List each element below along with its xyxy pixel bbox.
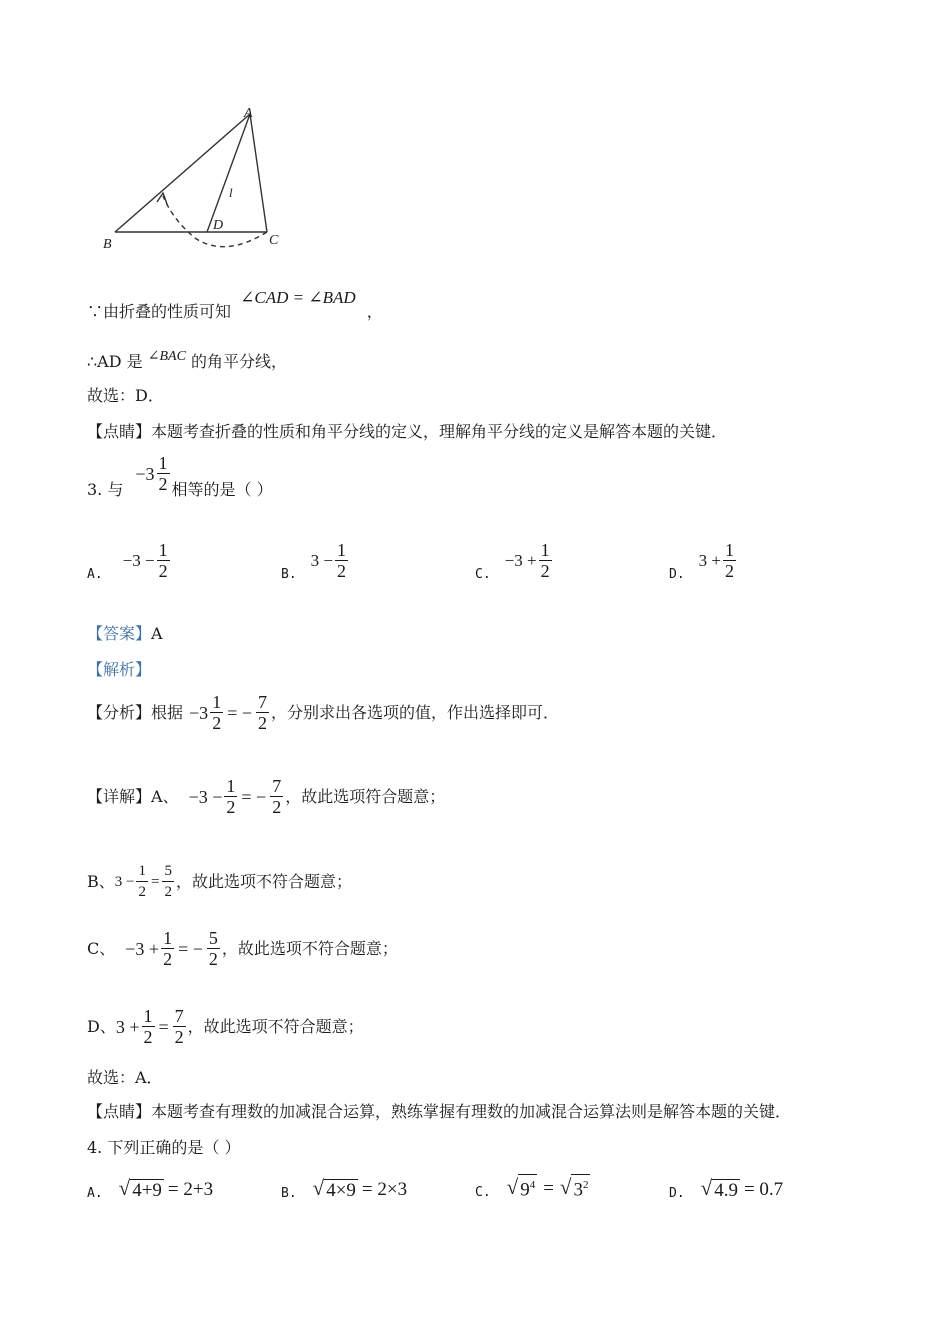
q3-detail-c <box>87 928 398 969</box>
denominator: 2 <box>158 561 168 581</box>
numerator: 5 <box>164 863 172 879</box>
q3-detail-a <box>87 776 445 817</box>
detail-math <box>125 928 222 969</box>
denominator: 2 <box>212 713 222 733</box>
answer-label: 【答案】 <box>87 624 152 643</box>
sqrt-expr: √ 4×9 <box>312 1176 356 1201</box>
q4-option-d[interactable] <box>669 1176 783 1201</box>
fraction <box>224 776 237 817</box>
sqrt-expr-2: √ $3^2$ <box>559 1175 589 1201</box>
q3-option-d[interactable] <box>669 540 738 581</box>
fenxi-pre: 根据 <box>151 702 184 722</box>
fraction <box>539 540 552 581</box>
q3-comment <box>87 1102 791 1122</box>
option-label: A. <box>87 1186 103 1201</box>
numerator: 1 <box>143 1006 153 1026</box>
option-rhs: = 2+3 <box>167 1179 214 1200</box>
detail-text: ，故此选项不符合题意； <box>175 871 352 891</box>
expr-pre: −3 + <box>125 938 160 959</box>
q4-stem: 4. 下列正确的是（ ） <box>87 1138 241 1157</box>
q3-option-a[interactable] <box>87 540 172 581</box>
denominator: 2 <box>208 949 218 969</box>
numerator: 1 <box>163 928 173 948</box>
int-part: −3 <box>189 702 209 723</box>
comment-label: 【点睛】 <box>87 422 152 441</box>
denominator: 2 <box>258 713 267 733</box>
denominator: 2 <box>162 881 174 902</box>
radicand <box>571 1174 590 1200</box>
fraction <box>173 1006 186 1047</box>
numerator: 1 <box>158 540 168 560</box>
option-label: A. <box>87 567 103 582</box>
numerator: 7 <box>272 776 282 796</box>
radicand <box>518 1174 537 1200</box>
comment-text: 本题考查折叠的性质和角平分线的定义，理解角平分线的定义是解答本题的关键． <box>151 422 728 441</box>
comment-text: 本题考查有理数的加减混合运算，熟练掌握有理数的加减混合运算法则是解答本题的关键． <box>151 1102 792 1121</box>
denominator: 2 <box>272 797 282 817</box>
base: 9 <box>520 1179 530 1201</box>
denominator: 2 <box>136 881 148 902</box>
numerator: 5 <box>208 928 218 948</box>
q3-suffix: 相等的是（ ） <box>171 479 273 499</box>
fraction <box>162 861 174 902</box>
option-rhs: = 0.7 <box>743 1179 784 1200</box>
option-label: B. <box>281 1186 297 1201</box>
expr-pre: 3 − <box>114 873 135 890</box>
fraction <box>207 928 220 969</box>
comment-label: 【点睛】 <box>87 1102 152 1121</box>
q3-detail-d <box>87 1006 364 1047</box>
label-A: A <box>244 106 253 121</box>
q2-comment <box>87 422 727 442</box>
angle-equation: ∠CAD = ∠BAD <box>240 288 356 307</box>
numerator: 1 <box>725 540 734 560</box>
label-B: B <box>103 237 112 252</box>
detail-text: ，故此选项符合题意； <box>285 786 446 806</box>
q3-option-b[interactable] <box>281 540 350 581</box>
q2-conclusion-line <box>87 348 287 370</box>
denominator: 2 <box>163 949 173 969</box>
fraction <box>142 1006 155 1047</box>
fraction <box>136 861 148 902</box>
option-expr: 3 − <box>310 550 333 570</box>
q3-detail-b <box>87 861 352 902</box>
equals: = <box>158 1016 169 1037</box>
numerator: 1 <box>337 540 346 560</box>
triangle-figure <box>95 100 295 255</box>
conclusion-text: ∴AD 是 <box>87 352 143 371</box>
equals: = − <box>227 702 252 723</box>
equals: = − <box>241 786 267 807</box>
fraction <box>723 540 736 581</box>
exponent: 2 <box>582 1179 589 1191</box>
q4-option-b[interactable] <box>281 1176 407 1201</box>
equals: = <box>543 1178 554 1200</box>
option-expr: −3 + <box>504 550 537 570</box>
exponent: 4 <box>529 1179 536 1191</box>
detail-math <box>189 776 286 817</box>
int-part: −3 <box>135 463 155 484</box>
sqrt-expr: √ $9^4$ <box>506 1175 536 1201</box>
option-label: B. <box>281 567 297 582</box>
detail-label: 【详解】 <box>87 786 152 806</box>
option-label: C. <box>475 1185 491 1201</box>
sqrt-expr: √ 4.9 <box>700 1176 738 1201</box>
base: 3 <box>573 1179 583 1201</box>
numerator: 7 <box>174 1006 184 1026</box>
radicand: 4×9 <box>326 1180 356 1201</box>
fraction <box>256 692 269 733</box>
q3-mixed-number <box>135 453 171 494</box>
option-label: D. <box>669 567 685 582</box>
answer-value: A <box>151 624 163 643</box>
numerator: 1 <box>158 453 168 473</box>
reason-text: ∵由折叠的性质可知 <box>87 302 232 321</box>
option-expr: −3 − <box>122 550 155 570</box>
q2-reason-line <box>87 288 383 321</box>
sqrt-expr: √ 4+9 <box>118 1176 162 1201</box>
denominator: 2 <box>143 1027 153 1047</box>
fraction <box>157 453 170 494</box>
detail-math <box>116 1006 188 1047</box>
label-C: C <box>269 233 279 248</box>
fraction <box>161 928 174 969</box>
conclusion-suffix: 的角平分线， <box>191 352 288 371</box>
expr-pre: 3 + <box>115 1016 140 1037</box>
numerator: 1 <box>138 863 146 879</box>
label-D: D <box>213 218 224 233</box>
fraction <box>270 776 283 817</box>
fenxi-label: 【分析】 <box>87 702 152 722</box>
numerator: 7 <box>258 692 267 712</box>
expr-pre: −3 − <box>188 786 223 807</box>
fenxi-math <box>189 692 271 733</box>
denominator: 2 <box>540 561 550 581</box>
q3-prefix: 3. 与 <box>87 479 124 499</box>
denominator: 2 <box>337 561 346 581</box>
q3-choose: 故选：A． <box>87 1068 163 1087</box>
numerator: 1 <box>540 540 550 560</box>
q4-option-c[interactable] <box>475 1174 590 1200</box>
denominator: 2 <box>725 561 734 581</box>
fenxi-text: ，分别求出各选项的值，作出选择即可． <box>271 702 560 722</box>
denominator: 2 <box>174 1027 184 1047</box>
fraction <box>157 540 170 581</box>
detail-text: ，故此选项不符合题意； <box>187 1016 364 1036</box>
detail-math <box>115 861 176 902</box>
q4-option-a[interactable] <box>87 1176 213 1201</box>
q3-stem <box>87 453 273 499</box>
detail-prefix: A、 <box>151 786 179 806</box>
comma: ， <box>366 302 383 321</box>
q3-option-c[interactable] <box>475 540 554 581</box>
option-label: C. <box>475 567 491 582</box>
equals: = − <box>178 938 203 959</box>
denominator: 2 <box>226 797 236 817</box>
equals: = <box>150 873 160 890</box>
fraction <box>210 692 223 733</box>
detail-text: ，故此选项不符合题意； <box>221 938 398 958</box>
q3-analysis-label: 【解析】 <box>87 660 152 679</box>
numerator: 1 <box>226 776 236 796</box>
detail-prefix: D、 <box>87 1016 116 1036</box>
detail-prefix: C、 <box>87 938 116 958</box>
option-expr: 3 + <box>698 550 721 570</box>
label-l: l <box>229 185 233 200</box>
angle-bac: ∠BAC <box>147 349 186 364</box>
denominator: 2 <box>158 474 168 494</box>
numerator: 1 <box>212 692 222 712</box>
q3-fenxi <box>87 692 559 733</box>
detail-prefix: B、 <box>87 871 115 891</box>
radicand: 4+9 <box>132 1180 162 1201</box>
q2-choose: 故选：D． <box>87 386 164 405</box>
radicand: 4.9 <box>714 1180 738 1201</box>
option-label: D. <box>669 1186 685 1201</box>
option-rhs: = 2×3 <box>361 1179 408 1200</box>
q3-answer <box>87 624 163 644</box>
fraction <box>335 540 348 581</box>
